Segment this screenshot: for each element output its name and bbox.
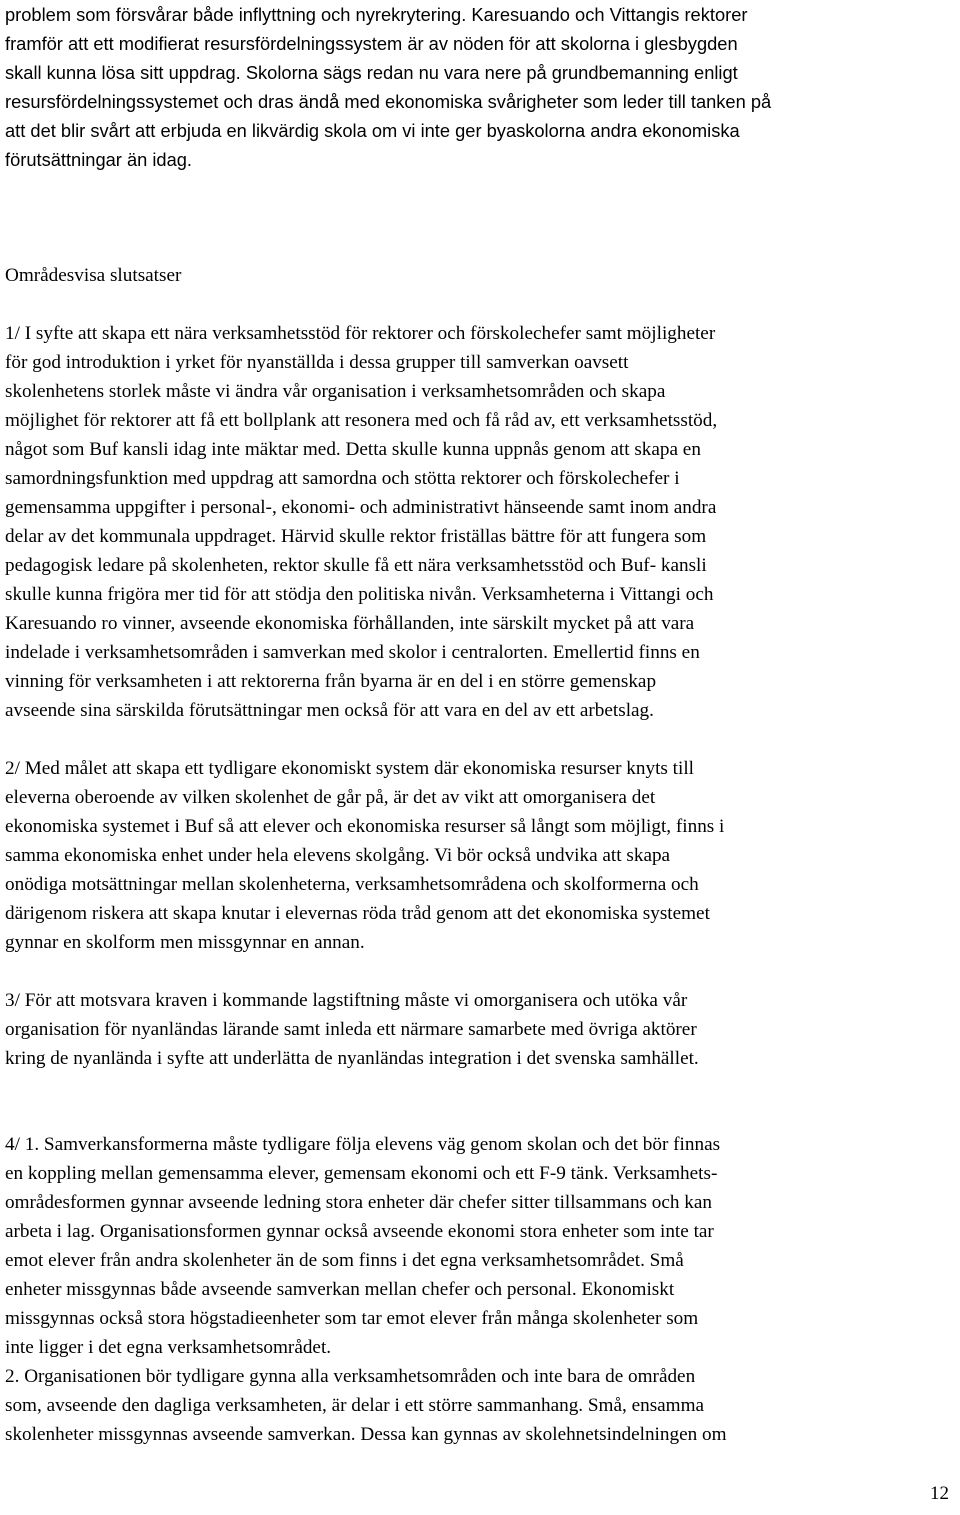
paragraph-line: emot elever från andra skolenheter än de som finns i det egna verksamhetsområdet. Små [5,1250,684,1271]
document-page [5,0,955,1449]
paragraph-line: en koppling mellan gemensamma elever, gemensam ekonomi och ett F-9 tänk. Verksamhets- [5,1163,718,1184]
intro-line: framför att ett modifierat resursfördelningssystem är av nöden för att skolorna i glesbygden [5,33,738,54]
intro-line: resursfördelningssystemet och dras ändå med ekonomiska svårigheter som leder till tanken på [5,91,772,112]
spacer [5,290,955,319]
conclusion-1-paragraph [5,319,955,725]
intro-paragraph [5,0,955,174]
paragraph-line: möjlighet för rektorer att få ett bollplank att resonera med och få råd av, ett verksamhetsstöd, [5,410,718,431]
spacer [5,957,955,986]
paragraph-line: för god introduktion i yrket för nyanställda i dessa grupper till samverkan oavsett [5,352,629,373]
paragraph-line: onödiga motsättningar mellan skolenheterna, verksamhetsområdena och skolformerna och [5,874,699,895]
intro-line: förutsättningar än idag. [5,149,192,170]
paragraph-line: gemensamma uppgifter i personal-, ekonomi- och administrativt hänseende samt inom andra [5,497,717,518]
paragraph-line: avseende sina särskilda förutsättningar men också för att vara en del av ett arbetslag. [5,700,654,721]
conclusion-3-paragraph [5,986,955,1073]
section-heading [5,261,955,290]
paragraph-line: organisation för nyanländas lärande samt inleda ett närmare samarbete med övriga aktörer [5,1019,697,1040]
paragraph-line: 3/ För att motsvara kraven i kommande lagstiftning måste vi omorganisera och utöka vår [5,990,688,1011]
page-number: 12 [930,1483,949,1504]
paragraph-line: 2. Organisationen bör tydligare gynna alla verksamhetsområden och inte bara de områden [5,1366,696,1387]
paragraph-line: eleverna oberoende av vilken skolenhet de går på, är det av vikt att omorganisera det [5,787,656,808]
intro-line: att det blir svårt att erbjuda en likvärdig skola om vi inte ger byaskolorna andra ekonomiska [5,120,740,141]
paragraph-line: något som Buf kansli idag inte mäktar med. Detta skulle kunna uppnås genom att skapa en [5,439,701,460]
paragraph-line: 2/ Med målet att skapa ett tydligare ekonomiskt system där ekonomiska resurser knyts till [5,758,695,779]
paragraph-line: missgynnas också stora högstadieenheter som tar emot elever från många skolenheter som [5,1308,699,1329]
conclusion-4-paragraph [5,1130,955,1449]
paragraph-line: ekonomiska systemet i Buf så att elever och ekonomiska resurser så långt som möjligt, finns i [5,816,725,837]
conclusion-2-paragraph [5,754,955,957]
paragraph-line: samordningsfunktion med uppdrag att samordna och stötta rektorer och förskolechefer i [5,468,680,489]
spacer [5,174,955,261]
paragraph-line: enheter missgynnas både avseende samverkan mellan chefer och personal. Ekonomiskt [5,1279,675,1300]
paragraph-line: vinning för verksamheten i att rektorerna från byarna är en del i en större gemenskap [5,671,657,692]
paragraph-line: skolenhetens storlek måste vi ändra vår organisation i verksamhetsområden och skapa [5,381,666,402]
section-heading-text: Områdesvisa slutsatser [5,265,182,286]
spacer [5,1073,955,1130]
paragraph-line: 4/ 1. Samverkansformerna måste tydligare följa elevens väg genom skolan och det bör finnas [5,1134,721,1155]
paragraph-line: 1/ I syfte att skapa ett nära verksamhetsstöd för rektorer och förskolechefer samt möjligheter [5,323,716,344]
paragraph-line: kring de nyanlända i syfte att underlätta de nyanländas integration i det svenska samhället. [5,1048,699,1069]
paragraph-line: delar av det kommunala uppdraget. Härvid skulle rektor friställas bättre för att fungera som [5,526,707,547]
paragraph-line: arbeta i lag. Organisationsformen gynnar också avseende ekonomi stora enheter som inte tar [5,1221,714,1242]
paragraph-line: gynnar en skolform men missgynnar en annan. [5,932,365,953]
paragraph-line: samma ekonomiska enhet under hela elevens skolgång. Vi bör också undvika att skapa [5,845,671,866]
paragraph-line: skulle kunna frigöra mer tid för att stödja den politiska nivån. Verksamheterna i Vittangi och [5,584,714,605]
intro-line: problem som försvårar både inflyttning och nyrekrytering. Karesuando och Vittangis rektorer [5,4,748,25]
paragraph-line: pedagogisk ledare på skolenheten, rektor skulle få ett nära verksamhetsstöd och Buf- kansli [5,555,707,576]
intro-line: skall kunna lösa sitt uppdrag. Skolorna sägs redan nu vara nere på grundbemanning enligt [5,62,738,83]
paragraph-line: inte ligger i det egna verksamhetsområdet. [5,1337,332,1358]
paragraph-line: skolenheter missgynnas avseende samverkan. Dessa kan gynnas av skolehnetsindelningen om [5,1424,727,1445]
paragraph-line: Karesuando ro vinner, avseende ekonomiska förhållanden, inte särskilt mycket på att vara [5,613,695,634]
paragraph-line: indelade i verksamhetsområden i samverkan med skolor i centralorten. Emellertid finns en [5,642,700,663]
paragraph-line: som, avseende den dagliga verksamheten, är delar i ett större sammanhang. Små, ensamma [5,1395,705,1416]
paragraph-line: därigenom riskera att skapa knutar i elevernas röda tråd genom att det ekonomiska systemet [5,903,710,924]
paragraph-line: områdesformen gynnar avseende ledning stora enheter där chefer sitter tillsammans och kan [5,1192,713,1213]
spacer [5,725,955,754]
